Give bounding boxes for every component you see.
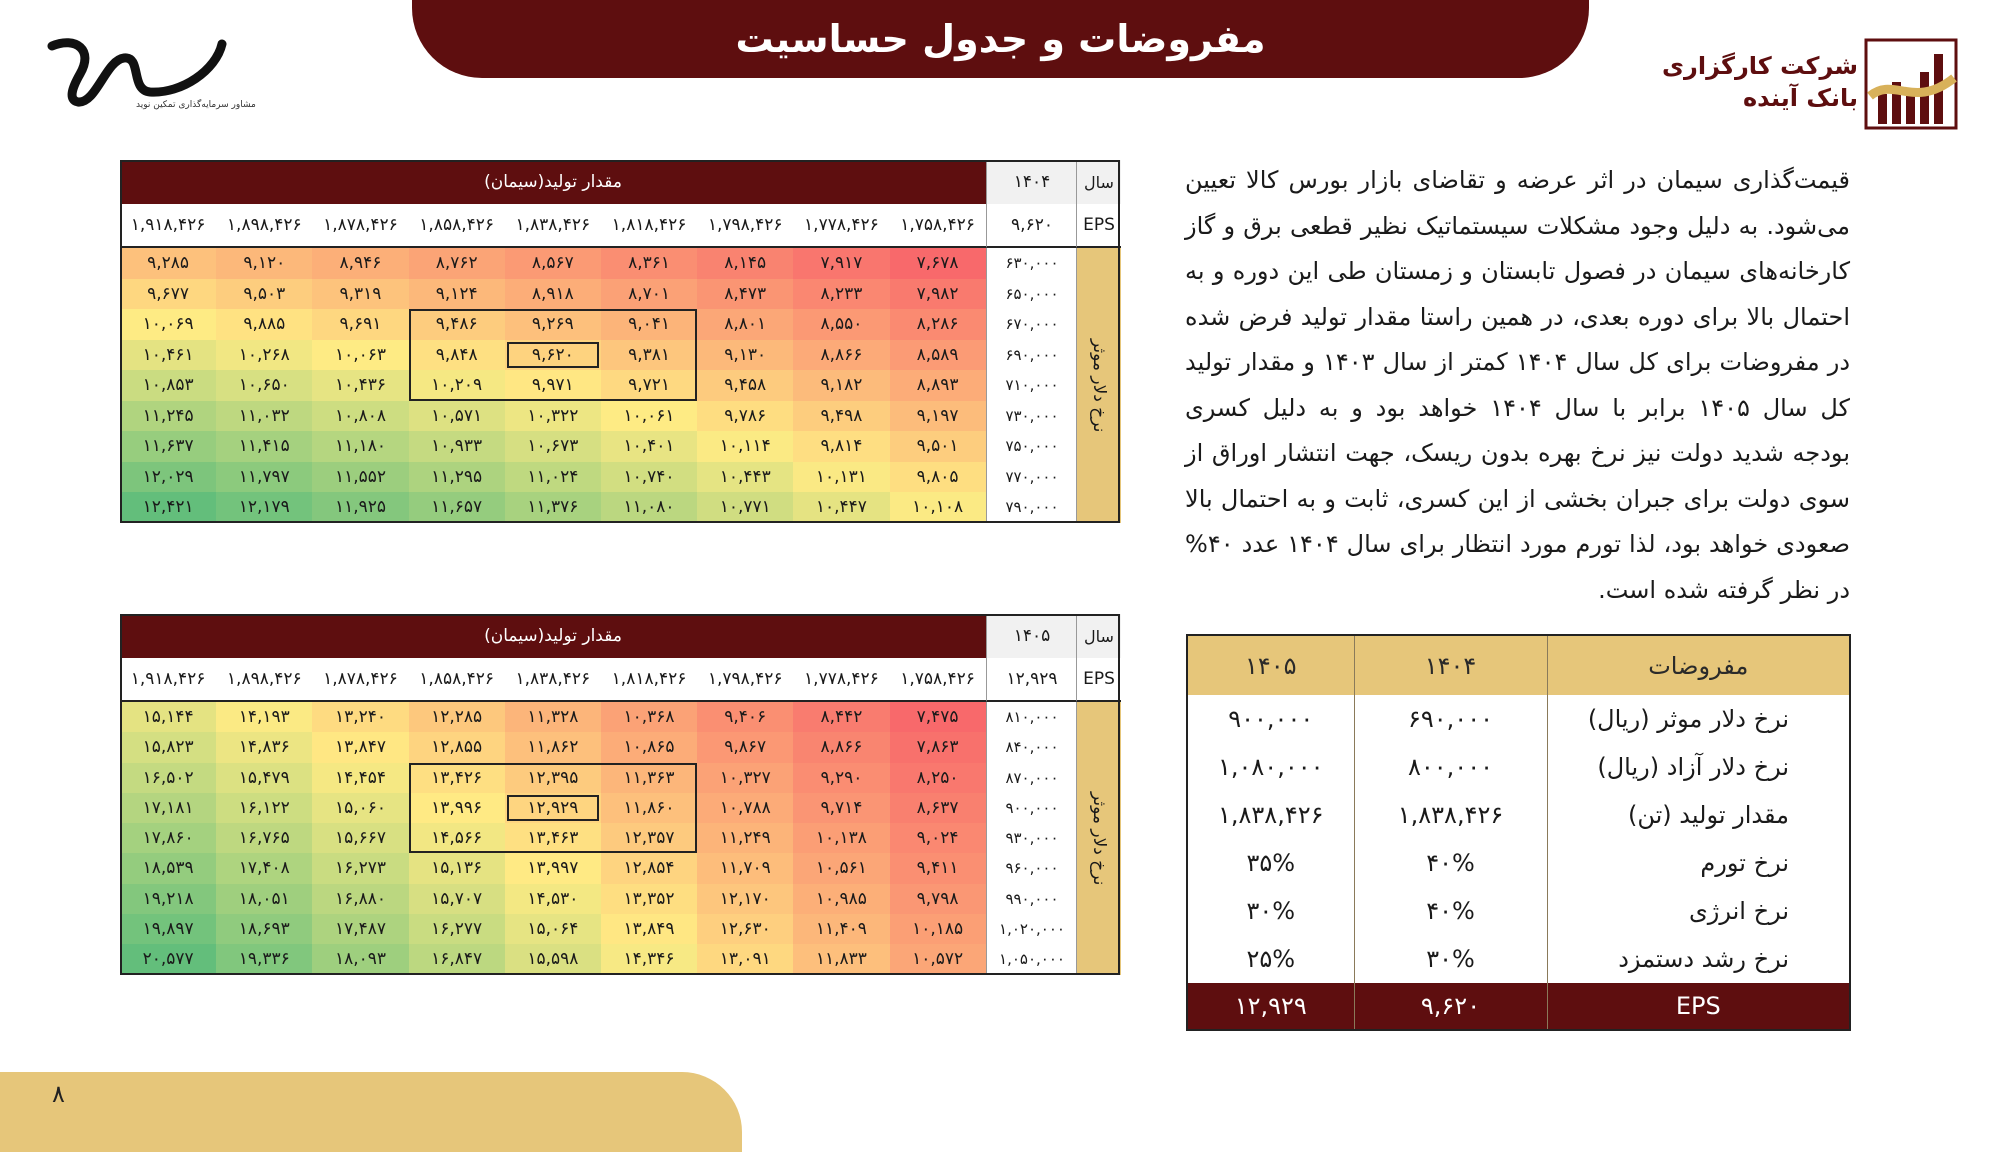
page-number: ۸ [52,1080,65,1108]
sensitivity-cell: ۸,۵۶۷ [505,248,601,279]
production-header: مقدار تولید(سیمان) [484,172,622,192]
sensitivity-cell: ۸,۷۶۲ [409,248,505,279]
rate-value: ۸۱۰,۰۰۰ [1005,708,1059,726]
description-paragraph: قیمت‌گذاری سیمان در اثر عرضه و تقاضای بازار بورس کالا تعیین می‌شود. به دلیل وجود مشکلات سیستماتیک نظیر قطعی برق و گاز کارخانه‌های سیمان در فصول تابستان و زمستان طی این دوره و به احتمال بالا برای دوره بعدی، در همین راستا مقدار تولید فرض شده در مفروضات برای کل سال ۱۴۰۴ کمتر از سال ۱۴۰۳ و مقدار تولید کل سال ۱۴۰۵ برابر با سال ۱۴۰۴ خواهد بود و به دلیل کسری بودجه شدید دولت نیز نرخ بهره بدون ریسک، جهت انتشار اوراق از سوی دولت برای جبران بخشی از این کسری، ثابت و به احتمال بالا صعودی خواهد بود، لذا تورم مورد انتظار برای سال ۱۴۰۴ عدد ۴۰% در نظر گرفته شده است. [1185,166,1851,604]
sensitivity-cell: ۱۰,۷۸۸ [697,793,793,823]
sensitivity-cell: ۱۱,۸۳۳ [793,944,889,974]
sensitivity-cell: ۱۶,۲۷۷ [409,914,505,944]
rate-value: ۷۷۰,۰۰۰ [1005,467,1059,486]
sensitivity-cell: ۱۰,۱۳۸ [793,823,889,853]
production-value: ۱,۹۱۸,۴۲۶ [130,215,206,235]
sensitivity-cell: ۱۹,۸۹۷ [120,914,216,944]
sensitivity-cell: ۹,۶۲۰ [505,340,601,371]
rate-value: ۶۳۰,۰۰۰ [1005,254,1059,272]
sensitivity-cell: ۱۰,۴۶۱ [120,340,216,371]
rate-value: ۷۱۰,۰۰۰ [1005,376,1059,394]
sensitivity-cell: ۹,۷۲۱ [601,370,697,401]
production-value: ۱,۷۹۸,۴۲۶ [707,215,783,235]
sensitivity-cell: ۱۰,۸۵۳ [120,370,216,401]
sensitivity-cell: ۱۲,۰۲۹ [120,462,216,493]
sensitivity-cell: ۱۷,۴۸۷ [312,914,408,944]
sensitivity-cell: ۹,۱۲۴ [409,279,505,310]
assumption-label: نرخ تورم [1547,839,1850,887]
production-value: ۱,۷۷۸,۴۲۶ [804,215,879,235]
signature-logo-icon [46,30,256,110]
sensitivity-cell: ۷,۹۸۲ [890,279,986,310]
sensitivity-cell: ۱۷,۴۰۸ [216,853,312,883]
sensitivity-cell: ۱۶,۵۰۲ [120,763,216,793]
assumption-value: ۹۰۰,۰۰۰ [1187,695,1354,743]
rate-value: ۹۶۰,۰۰۰ [1005,859,1059,878]
sensitivity-cell: ۷,۸۶۳ [890,732,986,762]
sensitivity-cell: ۸,۳۶۱ [601,248,697,279]
sensitivity-cell: ۸,۱۴۵ [697,248,793,279]
sensitivity-cell: ۹,۷۹۸ [890,884,986,914]
sensitivity-cell: ۱۲,۱۷۹ [216,492,312,523]
production-header: مقدار تولید(سیمان) [484,626,622,646]
sensitivity-cell: ۹,۹۷۱ [505,370,601,401]
rate-value: ۶۷۰,۰۰۰ [1005,315,1059,333]
assumption-value: ۳۰% [1354,935,1547,983]
sensitivity-cell: ۹,۷۸۶ [697,401,793,432]
sensitivity-cell: ۱۰,۴۳۶ [312,370,408,401]
sensitivity-cell: ۱۵,۵۹۸ [505,944,601,974]
production-value: ۱,۸۷۸,۴۲۶ [323,669,398,689]
sensitivity-cell: ۱۵,۱۴۴ [120,702,216,732]
sensitivity-cell: ۱۵,۴۷۹ [216,763,312,793]
year-value: ۱۴۰۵ [986,614,1077,658]
sensitivity-cell: ۹,۱۳۰ [697,340,793,371]
sensitivity-cell: ۱۰,۴۰۱ [601,431,697,462]
production-value: ۱,۷۹۸,۴۲۶ [707,669,783,689]
rate-axis-text: نرخ دلار موثر [1089,791,1109,886]
production-value: ۱,۹۱۸,۴۲۶ [130,669,206,689]
sensitivity-cell: ۹,۱۸۲ [793,370,889,401]
rate-value: ۸۷۰,۰۰۰ [1005,768,1059,787]
eps-label: EPS [1076,204,1121,248]
assumption-label: نرخ دلار موثر (ریال) [1547,695,1850,743]
brand-name-line1: شرکت کارگزاری [1662,52,1858,80]
sensitivity-cell: ۱۰,۳۲۲ [505,401,601,432]
sensitivity-cell: ۱۲,۸۵۴ [601,853,697,883]
year-label: سال [1076,614,1121,658]
sensitivity-cell: ۱۱,۳۷۶ [505,492,601,523]
sensitivity-cell: ۱۰,۸۶۵ [601,732,697,762]
sensitivity-cell: ۱۰,۱۳۱ [793,462,889,493]
sensitivity-cell: ۸,۲۵۰ [890,763,986,793]
assumptions-eps-row [1187,983,1850,1030]
rate-value: ۶۵۰,۰۰۰ [1005,284,1059,303]
assumptions-header: مفروضات [1547,635,1850,695]
sensitivity-cell: ۱۰,۰۶۹ [120,309,216,340]
production-value: ۱,۷۵۸,۴۲۶ [900,215,975,235]
eps-label: EPS [1076,658,1121,702]
sensitivity-cell: ۱۹,۲۱۸ [120,884,216,914]
table-frame [120,614,1120,975]
sensitivity-cell: ۹,۴۸۶ [409,309,505,340]
eps-value: ۹,۶۲۰ [1354,983,1547,1030]
sensitivity-cell: ۷,۹۱۷ [793,248,889,279]
sensitivity-cell: ۱۵,۶۶۷ [312,823,408,853]
assumption-value: ۱,۸۳۸,۴۲۶ [1354,791,1547,839]
sensitivity-cell: ۱۱,۳۲۸ [505,702,601,732]
sensitivity-cell: ۱۴,۵۳۰ [505,884,601,914]
sensitivity-cell: ۱۴,۴۵۴ [312,763,408,793]
sensitivity-cell: ۱۷,۸۶۰ [120,823,216,853]
sensitivity-cell: ۷,۴۷۵ [890,702,986,732]
rate-value: ۷۹۰,۰۰۰ [1005,498,1059,516]
sensitivity-cell: ۱۲,۸۵۵ [409,732,505,762]
sensitivity-cell: ۱۰,۰۶۱ [601,401,697,432]
sensitivity-cell: ۱۶,۸۴۷ [409,944,505,974]
sensitivity-cell: ۹,۴۰۶ [697,702,793,732]
sensitivity-cell: ۸,۷۰۱ [601,279,697,310]
sensitivity-cell: ۸,۹۱۸ [505,279,601,310]
sensitivity-cell: ۱۰,۹۸۵ [793,884,889,914]
sensitivity-cell: ۹,۷۱۴ [793,793,889,823]
sensitivity-cell: ۹,۸۶۷ [697,732,793,762]
sensitivity-cell: ۱۴,۵۶۶ [409,823,505,853]
sensitivity-cell: ۱۸,۶۹۳ [216,914,312,944]
sensitivity-cell: ۸,۵۵۰ [793,309,889,340]
sensitivity-cell: ۹,۸۴۸ [409,340,505,371]
production-value: ۱,۷۵۸,۴۲۶ [900,669,975,689]
sensitivity-cell: ۱۱,۶۳۷ [120,431,216,462]
page-footer-tab [0,1072,742,1152]
chart-logo-icon [1864,36,1960,132]
eps-value: ۱۲,۹۲۹ [1187,983,1354,1030]
sensitivity-cell: ۱۳,۴۲۶ [409,763,505,793]
sensitivity-cell: ۱۳,۹۹۶ [409,793,505,823]
production-value: ۱,۸۳۸,۴۲۶ [515,669,591,689]
sensitivity-cell: ۱۱,۸۶۲ [505,732,601,762]
sensitivity-cell: ۸,۵۸۹ [890,340,986,371]
sensitivity-cell: ۱۰,۲۰۹ [409,370,505,401]
sensitivity-cell: ۱۸,۵۳۹ [120,853,216,883]
sensitivity-cell: ۹,۰۲۴ [890,823,986,853]
sensitivity-cell: ۹,۵۰۱ [890,431,986,462]
page-title: مفروضات و جدول حساسیت [412,0,1589,78]
sensitivity-cell: ۹,۸۱۴ [793,431,889,462]
sensitivity-cell: ۱۱,۲۴۵ [120,401,216,432]
assumption-label: مقدار تولید (تن) [1547,791,1850,839]
sensitivity-cell: ۱۱,۰۸۰ [601,492,697,523]
production-value: ۱,۸۹۸,۴۲۶ [226,215,302,235]
sensitivity-cell: ۱۰,۶۷۳ [505,431,601,462]
sensitivity-cell: ۸,۸۹۳ [890,370,986,401]
production-value: ۱,۸۱۸,۴۲۶ [611,215,687,235]
sensitivity-cell: ۱۱,۷۰۹ [697,853,793,883]
sensitivity-cell: ۱۲,۶۳۰ [697,914,793,944]
sensitivity-cell: ۱۰,۵۶۱ [793,853,889,883]
rate-value: ۹۹۰,۰۰۰ [1005,889,1059,908]
sensitivity-cell: ۱۳,۹۹۷ [505,853,601,883]
sensitivity-cell: ۸,۴۴۲ [793,702,889,732]
sensitivity-cell: ۱۵,۷۰۷ [409,884,505,914]
sensitivity-cell: ۱۰,۴۴۷ [793,492,889,523]
partner-logo [46,30,256,120]
sensitivity-cell: ۱۶,۸۸۰ [312,884,408,914]
eps-label: EPS [1547,983,1850,1030]
sensitivity-cell: ۱۸,۰۵۱ [216,884,312,914]
sensitivity-cell: ۱۲,۲۸۵ [409,702,505,732]
sensitivity-cell: ۱۱,۴۰۹ [793,914,889,944]
sensitivity-cell: ۱۳,۳۵۲ [601,884,697,914]
sensitivity-cell: ۱۰,۶۵۰ [216,370,312,401]
sensitivity-cell: ۱۰,۱۸۵ [890,914,986,944]
sensitivity-cell: ۹,۴۹۸ [793,401,889,432]
sensitivity-cell: ۸,۸۶۶ [793,340,889,371]
sensitivity-cell: ۱۸,۰۹۳ [312,944,408,974]
assumption-label: نرخ دلار آزاد (ریال) [1547,743,1850,791]
assumptions-header: ۱۴۰۵ [1187,635,1354,695]
sensitivity-cell: ۹,۴۵۸ [697,370,793,401]
sensitivity-cell: ۸,۲۳۳ [793,279,889,310]
rate-value: ۱,۰۵۰,۰۰۰ [999,950,1065,969]
sensitivity-cell: ۹,۸۸۵ [216,309,312,340]
rate-value: ۸۴۰,۰۰۰ [1005,738,1059,757]
assumptions-row [1187,791,1850,839]
assumption-label: نرخ انرژی [1547,887,1850,935]
sensitivity-cell: ۱۶,۷۶۵ [216,823,312,853]
sensitivity-cell: ۱۰,۳۲۷ [697,763,793,793]
sensitivity-cell: ۱۱,۵۵۲ [312,462,408,493]
sensitivity-cell: ۱۴,۸۳۶ [216,732,312,762]
brand-name-line2: بانک آینده [1742,84,1858,112]
sensitivity-cell: ۱۱,۲۴۹ [697,823,793,853]
rate-value: ۹۰۰,۰۰۰ [1005,798,1059,817]
sensitivity-cell: ۱۹,۳۳۶ [216,944,312,974]
assumption-value: ۸۰۰,۰۰۰ [1354,743,1547,791]
sensitivity-cell: ۹,۲۸۵ [120,248,216,279]
sensitivity-cell: ۱۰,۷۷۱ [697,492,793,523]
assumption-value: ۴۰% [1354,839,1547,887]
rate-value: ۷۵۰,۰۰۰ [1005,437,1059,455]
sensitivity-cell: ۸,۸۶۶ [793,732,889,762]
sensitivity-cell: ۱۰,۱۰۸ [890,492,986,523]
assumption-value: ۲۵% [1187,935,1354,983]
sensitivity-cell: ۱۰,۲۶۸ [216,340,312,371]
assumptions-row [1187,887,1850,935]
sensitivity-cell: ۱۰,۳۶۸ [601,702,697,732]
table-frame [120,160,1120,523]
sensitivity-cell: ۱۵,۸۲۳ [120,732,216,762]
production-value: ۱,۸۱۸,۴۲۶ [611,669,687,689]
assumption-label: نرخ رشد دستمزد [1547,935,1850,983]
assumptions-row [1187,839,1850,887]
sensitivity-cell: ۱۰,۴۴۳ [697,462,793,493]
sensitivity-cell: ۱۱,۷۹۷ [216,462,312,493]
sensitivity-cell: ۱۳,۸۴۷ [312,732,408,762]
assumption-value: ۳۰% [1187,887,1354,935]
brand-logo [1662,36,1960,132]
assumptions-row [1187,743,1850,791]
sensitivity-cell: ۸,۴۷۳ [697,279,793,310]
sensitivity-cell: ۱۲,۴۲۱ [120,492,216,523]
sensitivity-cell: ۱۶,۲۷۳ [312,853,408,883]
year-value: ۱۴۰۴ [986,160,1077,204]
sensitivity-cell: ۲۰,۵۷۷ [120,944,216,974]
sensitivity-cell: ۱۰,۷۴۰ [601,462,697,493]
sensitivity-cell: ۸,۹۴۶ [312,248,408,279]
production-value: ۱,۸۷۸,۴۲۶ [323,215,398,235]
production-value: ۱,۸۵۸,۴۲۶ [419,215,495,235]
sensitivity-cell: ۱۱,۲۹۵ [409,462,505,493]
assumption-value: ۴۰% [1354,887,1547,935]
assumption-value: ۳۵% [1187,839,1354,887]
sensitivity-cell: ۹,۳۱۹ [312,279,408,310]
sensitivity-table-1404 [120,160,1120,523]
sensitivity-cell: ۱۲,۳۵۷ [601,823,697,853]
assumptions-header: ۱۴۰۴ [1354,635,1547,695]
sensitivity-cell: ۱۳,۰۹۱ [697,944,793,974]
sensitivity-cell: ۷,۶۷۸ [890,248,986,279]
sensitivity-cell: ۱۰,۱۱۴ [697,431,793,462]
assumptions-row [1187,695,1850,743]
sensitivity-cell: ۹,۱۹۷ [890,401,986,432]
rate-value: ۹۳۰,۰۰۰ [1005,829,1059,848]
sensitivity-cell: ۱۴,۱۹۳ [216,702,312,732]
sensitivity-cell: ۱۵,۱۳۶ [409,853,505,883]
sensitivity-cell: ۱۱,۰۲۴ [505,462,601,493]
sensitivity-cell: ۱۱,۶۵۷ [409,492,505,523]
sensitivity-table-1405 [120,614,1120,975]
sensitivity-cell: ۱۰,۵۷۱ [409,401,505,432]
sensitivity-cell: ۹,۰۴۱ [601,309,697,340]
assumption-value: ۱,۸۳۸,۴۲۶ [1187,791,1354,839]
rate-value: ۱,۰۲۰,۰۰۰ [999,920,1065,939]
sensitivity-cell: ۱۱,۱۸۰ [312,431,408,462]
sensitivity-cell: ۹,۲۹۰ [793,763,889,793]
partner-tagline: مشاور سرمایه‌گذاری تمکین نوید [136,100,256,110]
production-value: ۱,۸۳۸,۴۲۶ [515,215,591,235]
assumption-value: ۱,۰۸۰,۰۰۰ [1187,743,1354,791]
sensitivity-cell: ۹,۲۶۹ [505,309,601,340]
sensitivity-cell: ۹,۶۷۷ [120,279,216,310]
production-value: ۱,۸۵۸,۴۲۶ [419,669,495,689]
sensitivity-cell: ۱۶,۱۲۲ [216,793,312,823]
sensitivity-cell: ۱۳,۲۴۰ [312,702,408,732]
sensitivity-cell: ۹,۳۸۱ [601,340,697,371]
sensitivity-cell: ۹,۵۰۳ [216,279,312,310]
rate-value: ۶۹۰,۰۰۰ [1005,345,1059,364]
rate-value: ۷۳۰,۰۰۰ [1005,406,1059,425]
sensitivity-cell: ۱۳,۴۶۳ [505,823,601,853]
sensitivity-cell: ۱۴,۳۴۶ [601,944,697,974]
assumptions-table [1186,634,1851,1031]
sensitivity-cell: ۱۲,۳۹۵ [505,763,601,793]
sensitivity-cell: ۱۰,۸۰۸ [312,401,408,432]
production-value: ۱,۸۹۸,۴۲۶ [226,669,302,689]
eps-value: ۹,۶۲۰ [986,204,1077,248]
sensitivity-cell: ۸,۲۸۶ [890,309,986,340]
rate-axis-text: نرخ دلار موثر [1089,338,1109,432]
sensitivity-cell: ۱۵,۰۶۰ [312,793,408,823]
sensitivity-cell: ۱۲,۹۲۹ [505,793,601,823]
sensitivity-cell: ۱۵,۰۶۴ [505,914,601,944]
sensitivity-cell: ۱۱,۴۱۵ [216,431,312,462]
eps-value: ۱۲,۹۲۹ [986,658,1077,702]
sensitivity-cell: ۱۰,۹۳۳ [409,431,505,462]
sensitivity-cell: ۱۰,۵۷۲ [890,944,986,974]
sensitivity-cell: ۸,۸۰۱ [697,309,793,340]
year-label: سال [1076,160,1121,204]
assumption-value: ۶۹۰,۰۰۰ [1354,695,1547,743]
sensitivity-cell: ۱۷,۱۸۱ [120,793,216,823]
sensitivity-cell: ۱۳,۸۴۹ [601,914,697,944]
assumptions-row [1187,935,1850,983]
sensitivity-cell: ۱۱,۰۳۲ [216,401,312,432]
sensitivity-cell: ۱۰,۰۶۳ [312,340,408,371]
sensitivity-cell: ۸,۶۳۷ [890,793,986,823]
sensitivity-cell: ۹,۱۲۰ [216,248,312,279]
sensitivity-cell: ۱۲,۱۷۰ [697,884,793,914]
sensitivity-cell: ۹,۶۹۱ [312,309,408,340]
sensitivity-cell: ۱۱,۹۲۵ [312,492,408,523]
production-value: ۱,۷۷۸,۴۲۶ [804,669,879,689]
sensitivity-cell: ۹,۴۱۱ [890,853,986,883]
sensitivity-cell: ۱۱,۸۶۰ [601,793,697,823]
sensitivity-cell: ۱۱,۳۶۳ [601,763,697,793]
sensitivity-cell: ۹,۸۰۵ [890,462,986,493]
